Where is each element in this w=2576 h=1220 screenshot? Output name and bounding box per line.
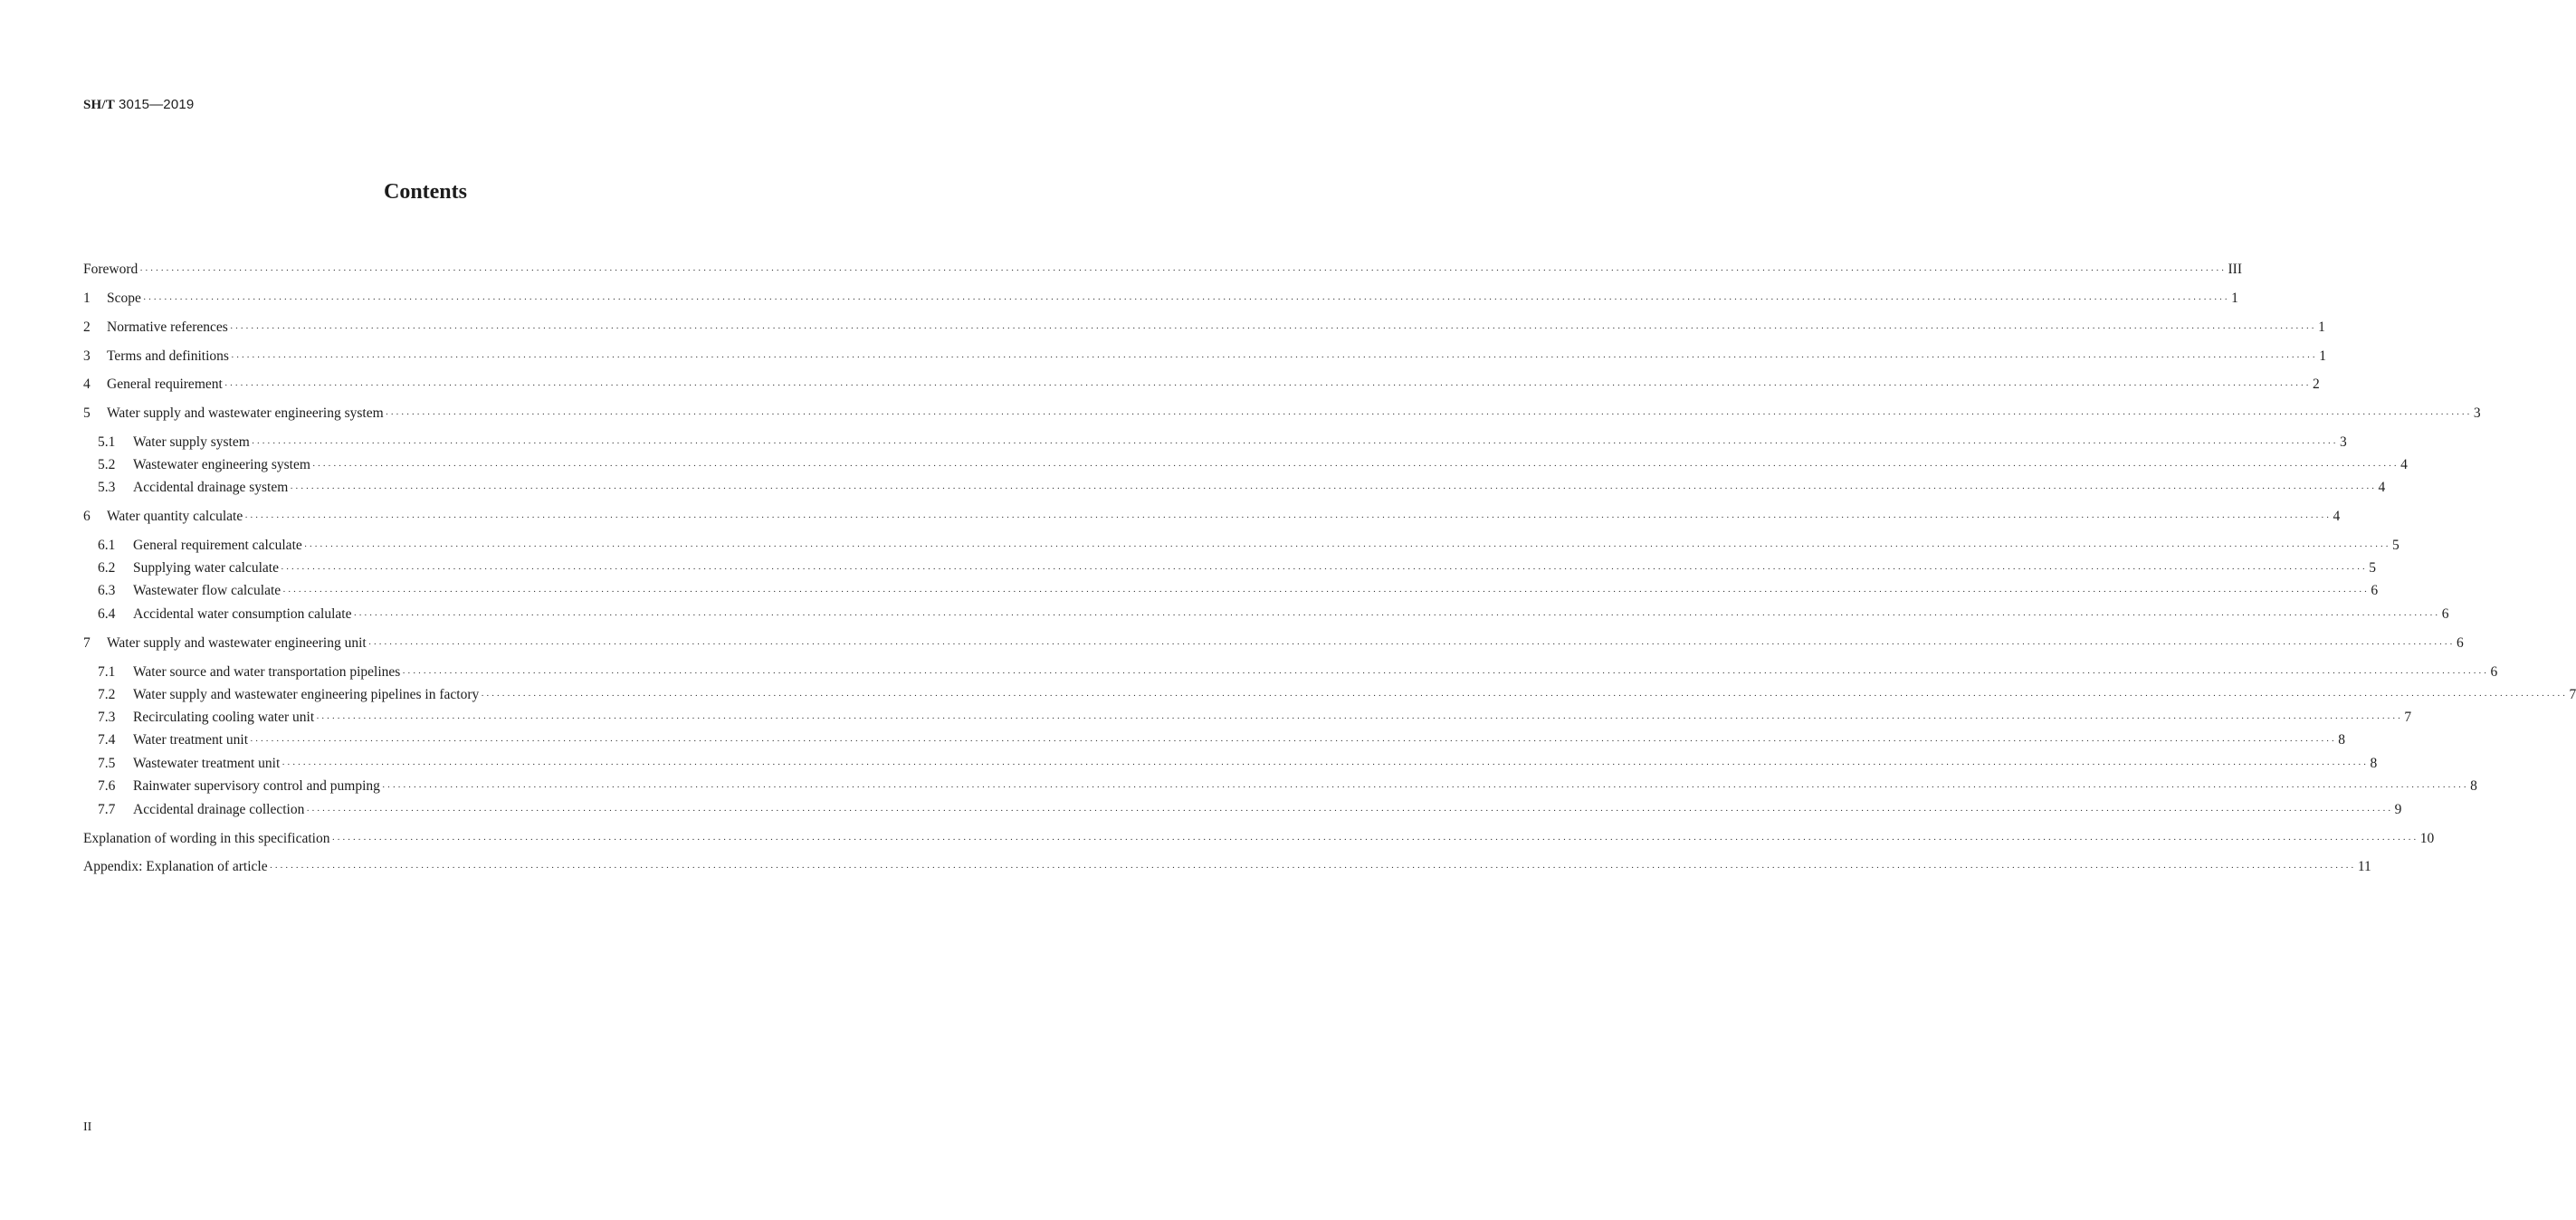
dot-leader: ················································································································································································································································································································································································································ xyxy=(290,483,2377,494)
toc-entry[interactable] xyxy=(83,404,2481,424)
toc-entry-number: 5.3 xyxy=(98,480,116,495)
toc-entry-title: Water supply and wastewater engineering system xyxy=(107,405,384,421)
toc-entry-number: 6.4 xyxy=(98,606,116,622)
toc-entry-title: Recirculating cooling water unit xyxy=(133,710,315,725)
toc-entry-number: 6.1 xyxy=(98,538,116,553)
toc-entry-title: Supplying water calculate xyxy=(133,560,279,576)
toc-entry-page: 3 xyxy=(2340,434,2347,450)
toc-entry-page: 7 xyxy=(2569,687,2576,702)
toc-entry-number: 7.4 xyxy=(98,732,116,748)
toc-entry-title: Water treatment unit xyxy=(133,732,249,748)
page-title: Contents xyxy=(383,180,467,204)
toc-entry-page: 4 xyxy=(2400,457,2408,472)
toc-entry[interactable] xyxy=(98,800,2402,820)
dot-leader: ················································································································································································································································································································································································································ xyxy=(282,586,2370,597)
toc-entry-title: Water supply and wastewater engineering pipelines in factory xyxy=(133,687,480,702)
toc-entry-title: Explanation of wording in this specification xyxy=(83,831,330,846)
toc-entry[interactable] xyxy=(83,857,2371,877)
toc-entry-title: General requirement calculate xyxy=(133,538,302,553)
dot-leader: ················································································································································································································································································································································································································ xyxy=(244,512,2332,523)
toc-entry-title: Terms and definitions xyxy=(107,348,229,364)
toc-entry-number: 7.2 xyxy=(98,687,116,702)
toc-entry-page: 8 xyxy=(2470,778,2477,794)
toc-entry[interactable] xyxy=(98,536,2399,556)
dot-leader: ················································································································································································································································································································································································································ xyxy=(316,713,2403,724)
toc-entry-number: 3 xyxy=(83,348,91,364)
dot-leader: ················································································································································································································································································································································································································ xyxy=(481,691,2568,701)
dot-leader: ················································································································································································································································································································································································································ xyxy=(229,323,2317,334)
toc-entry-title: Wastewater flow calculate xyxy=(133,583,281,598)
toc-entry-page: 4 xyxy=(2378,480,2386,495)
toc-entry[interactable] xyxy=(98,662,2498,682)
toc-entry[interactable] xyxy=(83,260,2243,280)
toc-entry[interactable] xyxy=(98,708,2412,728)
toc-entry-title: Accidental drainage system xyxy=(133,480,289,495)
toc-entry[interactable] xyxy=(83,507,2341,527)
toc-entry-title: Water source and water transportation pipelines xyxy=(133,664,401,680)
toc-entry-title: Foreword xyxy=(83,262,138,277)
toc-entry-page: 6 xyxy=(2456,635,2464,651)
toc-entry-number: 7.7 xyxy=(98,802,116,817)
toc-entry-page: 1 xyxy=(2319,348,2326,364)
toc-entry-page: 7 xyxy=(2404,710,2412,725)
toc-entry[interactable] xyxy=(98,581,2379,601)
toc-entry-page: 4 xyxy=(2333,509,2341,524)
toc-entry[interactable] xyxy=(98,478,2386,498)
standard-number: 3015—2019 xyxy=(118,97,195,112)
toc-entry[interactable] xyxy=(98,433,2347,453)
toc-entry[interactable] xyxy=(83,829,2435,849)
toc-entry[interactable] xyxy=(83,375,2320,395)
toc-entry-number: 7.1 xyxy=(98,664,116,680)
toc-entry-page: 6 xyxy=(2441,606,2449,622)
toc-entry-number: 7.6 xyxy=(98,778,116,794)
dot-leader: ················································································································································································································································································································································································································ xyxy=(230,352,2318,363)
toc-entry-page: 8 xyxy=(2338,732,2345,748)
toc-entry-number: 6.3 xyxy=(98,583,116,598)
toc-entry-page: 6 xyxy=(2371,583,2379,598)
toc-entry-page: 5 xyxy=(2369,560,2376,576)
dot-leader: ················································································································································································································································································································································································································ xyxy=(381,782,2469,793)
toc-entry[interactable] xyxy=(98,754,2378,774)
dot-leader: ················································································································································································································································································································································································································ xyxy=(331,834,2419,845)
toc-entry-page: 1 xyxy=(2318,319,2325,335)
toc-entry[interactable] xyxy=(98,455,2408,475)
table-of-contents xyxy=(83,0,2576,905)
toc-entry-page: 8 xyxy=(2370,756,2378,771)
toc-entry-page: 1 xyxy=(2231,291,2238,306)
toc-entry[interactable] xyxy=(83,318,2325,338)
dot-leader: ················································································································································································································································································································································································································ xyxy=(311,461,2399,472)
toc-entry-number: 6 xyxy=(83,509,91,524)
toc-entry-title: Water quantity calculate xyxy=(107,509,243,524)
dot-leader: ················································································································································································································································································································································································································ xyxy=(402,668,2489,679)
toc-entry-title: Wastewater treatment unit xyxy=(133,756,281,771)
toc-entry[interactable] xyxy=(83,634,2464,653)
toc-entry-title: Scope xyxy=(107,291,141,306)
toc-entry-number: 7.3 xyxy=(98,710,116,725)
toc-entry[interactable] xyxy=(83,347,2326,367)
dot-leader: ················································································································································································································································································································································································································ xyxy=(139,265,2227,276)
dot-leader: ················································································································································································································································································································································································································ xyxy=(251,438,2338,449)
toc-entry-number: 5.1 xyxy=(98,434,116,450)
dot-leader: ················································································································································································································································································································································································································ xyxy=(385,409,2472,420)
toc-entry-number: 7.5 xyxy=(98,756,116,771)
toc-entry[interactable] xyxy=(98,777,2477,796)
toc-entry-page: 11 xyxy=(2357,859,2371,874)
toc-entry-title: Water supply and wastewater engineering unit xyxy=(107,635,367,651)
dot-leader: ················································································································································································································································································································································································································ xyxy=(303,541,2390,552)
toc-entry-number: 2 xyxy=(83,319,91,335)
toc-entry-page: 9 xyxy=(2394,802,2402,817)
toc-entry[interactable] xyxy=(98,685,2576,705)
toc-entry[interactable] xyxy=(98,605,2449,624)
toc-entry-title: Water supply system xyxy=(133,434,250,450)
dot-leader: ················································································································································································································································································································································································································ xyxy=(142,294,2230,305)
toc-entry-title: Accidental drainage collection xyxy=(133,802,305,817)
dot-leader: ················································································································································································································································································································································································································ xyxy=(306,805,2393,816)
dot-leader: ················································································································································································································································································································································································································ xyxy=(353,610,2440,621)
page-number: II xyxy=(83,1120,92,1134)
toc-entry-number: 1 xyxy=(83,291,91,306)
toc-entry-page: 3 xyxy=(2473,405,2481,421)
dot-leader: ················································································································································································································································································································································································································ xyxy=(269,863,2356,873)
dot-leader: ················································································································································································································································································································································································································ xyxy=(280,564,2368,575)
toc-entry-number: 7 xyxy=(83,635,91,651)
toc-entry-title: Accidental water consumption calulate xyxy=(133,606,352,622)
toc-entry-title: Rainwater supervisory control and pumping xyxy=(133,778,380,794)
toc-entry-title: Appendix: Explanation of article xyxy=(83,859,268,874)
toc-entry-number: 4 xyxy=(83,376,91,392)
toc-entry-number: 5 xyxy=(83,405,91,421)
toc-entry-title: Normative references xyxy=(107,319,228,335)
toc-entry[interactable] xyxy=(83,289,2238,309)
dot-leader: ················································································································································································································································································································································································································ xyxy=(250,736,2337,747)
dot-leader: ················································································································································································································································································································································································································ xyxy=(367,639,2455,650)
toc-entry-title: Wastewater engineering system xyxy=(133,457,310,472)
standard-code: SH/T xyxy=(83,98,115,112)
toc-entry-page: 10 xyxy=(2419,831,2435,846)
toc-entry[interactable] xyxy=(98,730,2345,750)
toc-entry-number: 5.2 xyxy=(98,457,116,472)
toc-entry-page: 5 xyxy=(2391,538,2399,553)
toc-entry-page: 2 xyxy=(2313,376,2320,392)
dot-leader: ················································································································································································································································································································································································································ xyxy=(281,759,2369,770)
toc-entry-page: III xyxy=(2228,262,2243,277)
toc-entry-number: 6.2 xyxy=(98,560,116,576)
toc-entry-title: General requirement xyxy=(107,376,223,392)
toc-entry-page: 6 xyxy=(2490,664,2498,680)
dot-leader: ················································································································································································································································································································································································································ xyxy=(224,380,2312,391)
toc-entry[interactable] xyxy=(98,558,2376,578)
